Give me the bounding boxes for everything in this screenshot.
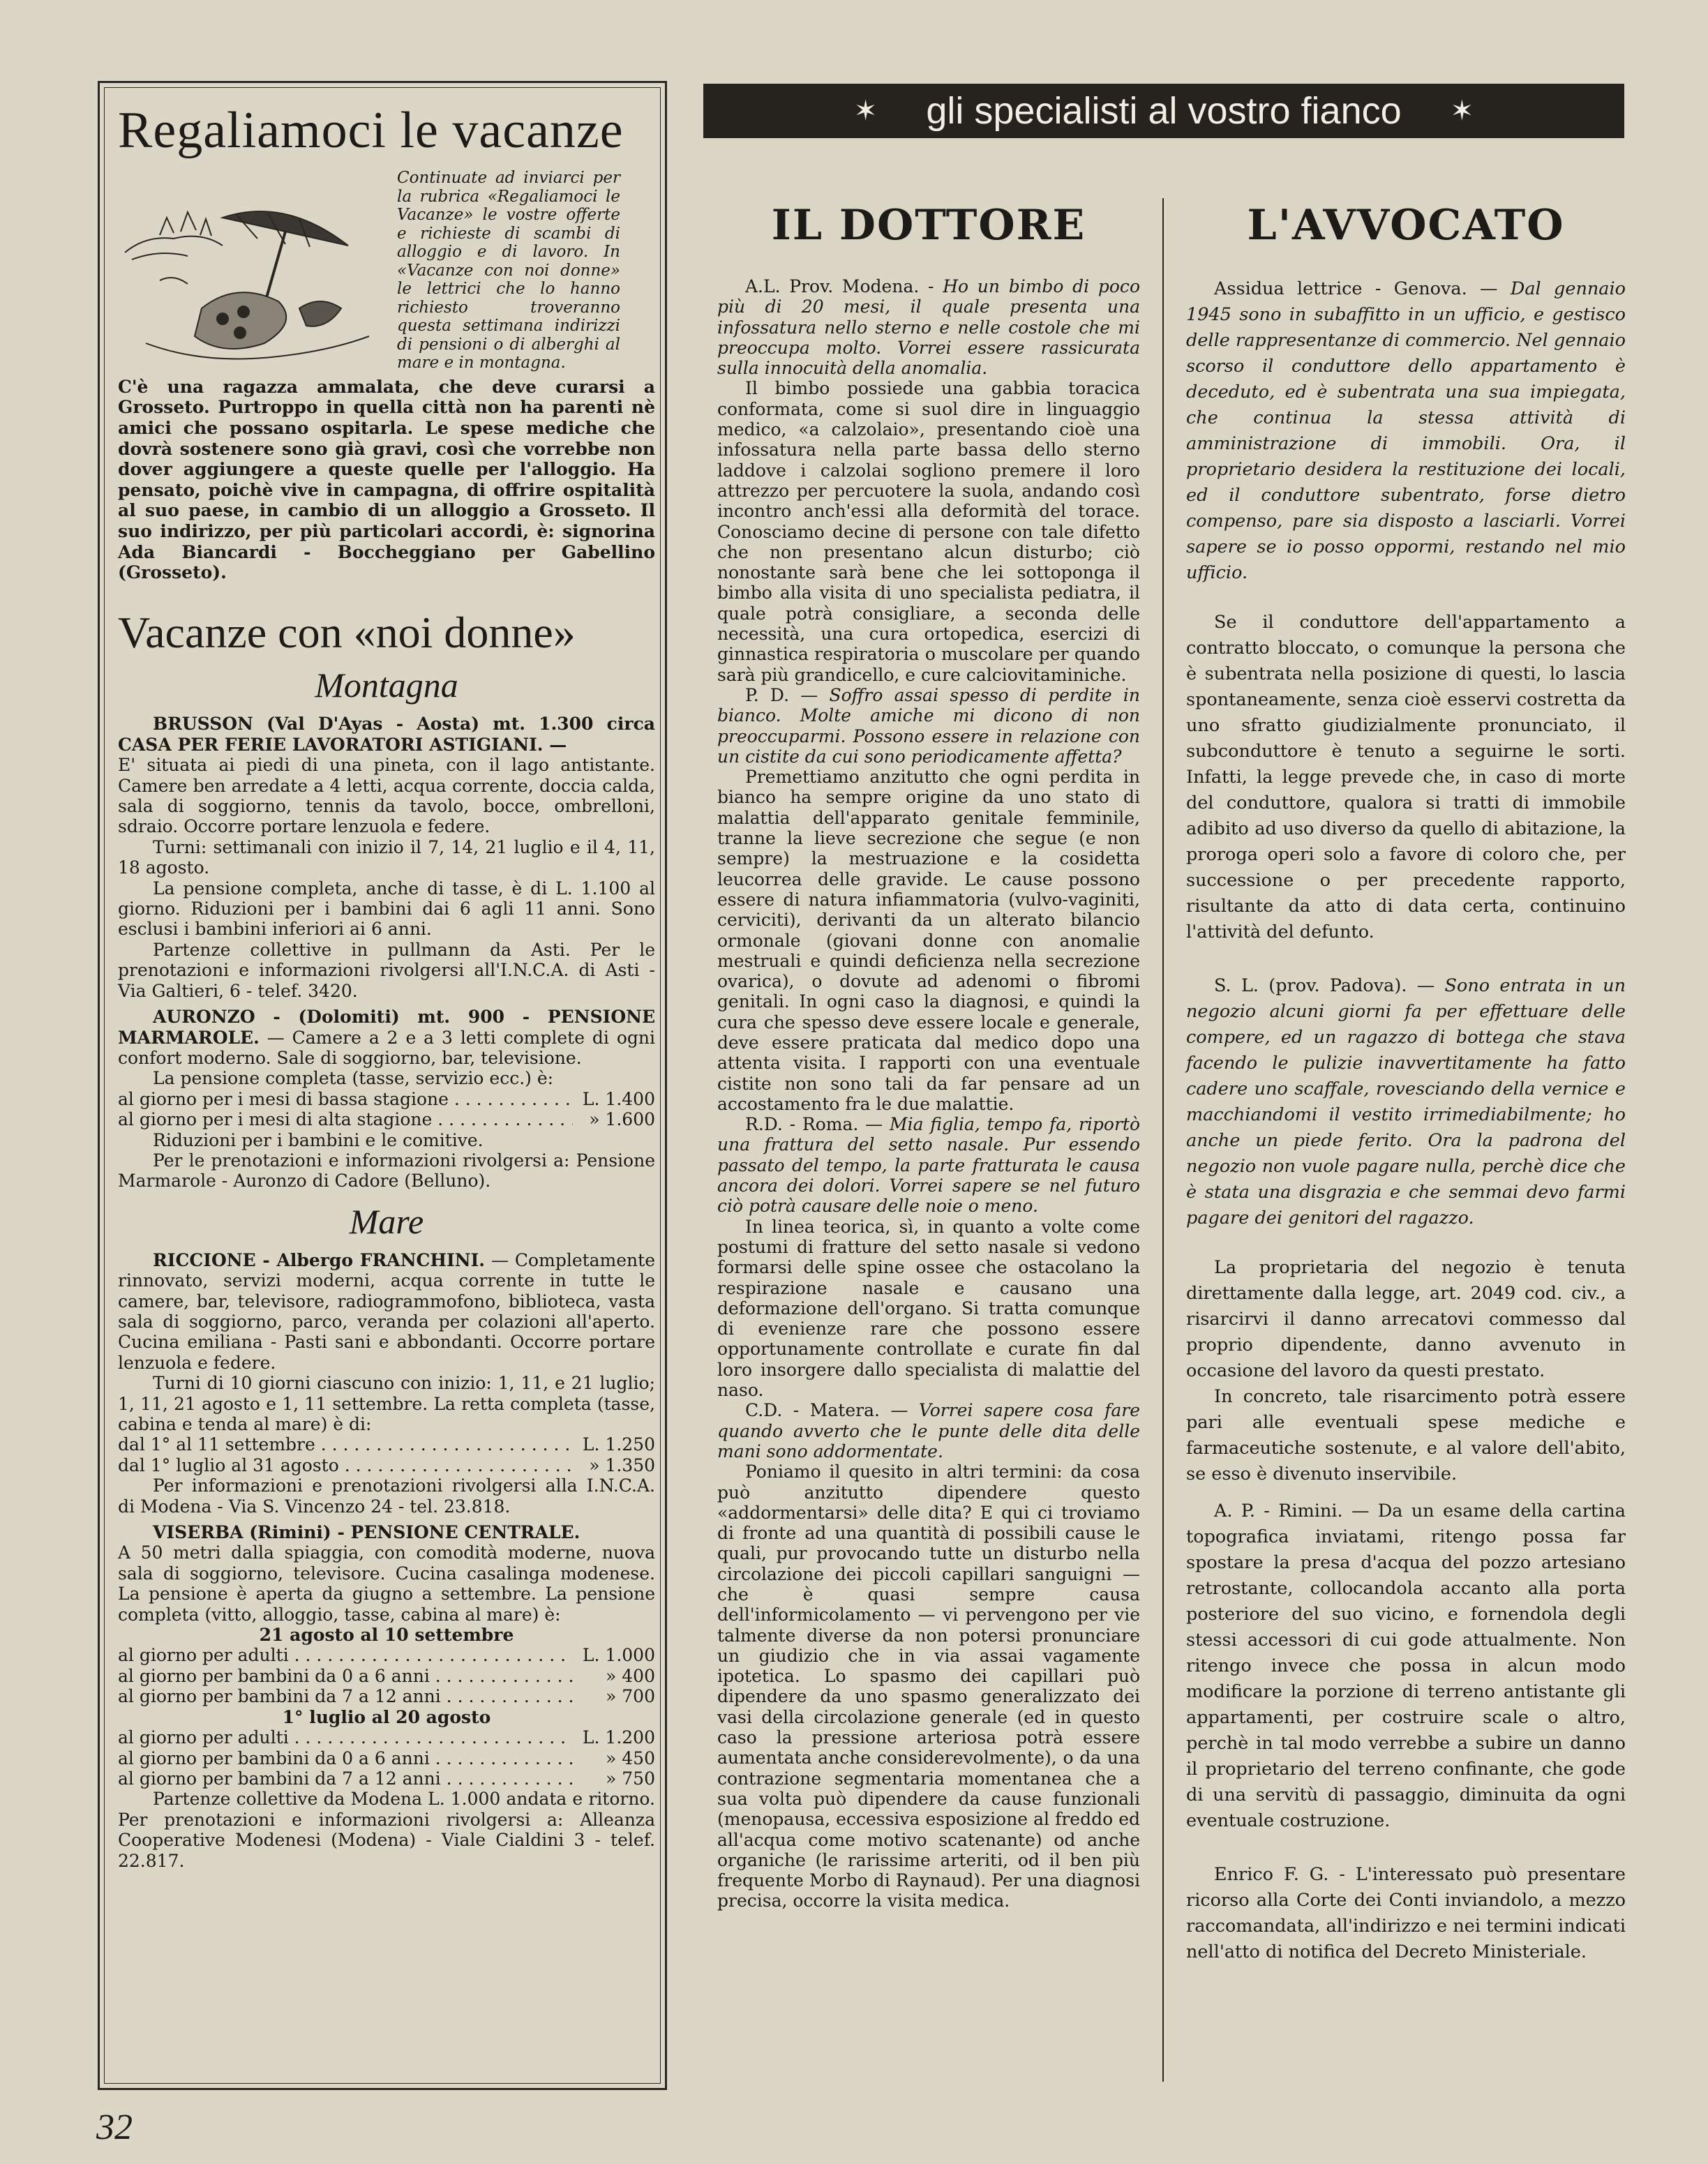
price-row: al giorno per bambini da 7 a 12 anni . . . » 750 bbox=[118, 1768, 655, 1789]
viserba-description: A 50 metri dalla spiaggia, con comodità moderne, nuova sala di soggiorno, televisore. Cucina casalinga modenese. La pensione è aperta da giugno a settembre. La pensione completa (vitto, alloggio, tasse, cabina al mare) è: bbox=[118, 1542, 655, 1625]
answer: Se il conduttore dell'appartamento a contratto bloccato, o comunque la persona che è subentrata nella posizione di questi, lo lascia spontaneamente, senza cioè esservi costretta da uno sfratto giudizialmente pronunciato, il subconduttore è tenuto a seguirne le sorti. Infatti, la legge prevede che, in caso di morte del conduttore, qualora si tratti di immobile adibito ad uso diverso da quello di abitazione, la proroga operi solo a favore di coloro che, per successione o per precedente rapporto, risultante da atto di data certa, continuino l'attività del defunto. bbox=[1186, 612, 1626, 942]
auronzo-entry: AURONZO - (Dolomiti) mt. 900 - PENSIONE MARMAROLE. — Camere a 2 e a 3 letti complete di ogni confort moderno. Sale di soggiorno, bar, televisione. bbox=[118, 1007, 655, 1068]
avvocato-column bbox=[1186, 188, 1626, 1965]
price-row: dal 1° luglio al 31 agosto . . . » 1.350 bbox=[118, 1455, 655, 1475]
auronzo-info: Per le prenotazioni e informazioni rivolgersi a: Pensione Marmarole - Auronzo di Cadore (Belluno). bbox=[118, 1150, 655, 1192]
price-row: al giorno per bambini da 0 a 6 anni . . . » 450 bbox=[118, 1748, 655, 1768]
price-row: al giorno per bambini da 0 a 6 anni . . . » 400 bbox=[118, 1666, 655, 1686]
rubric-title: Regaliamoci le vacanze bbox=[118, 102, 624, 159]
viserba-period-1: 21 agosto al 10 settembre bbox=[259, 1625, 514, 1646]
brusson-description: E' situata ai piedi di una pineta, con il lago antistante. Camere ben arredate a 4 letti, acqua corrente, doccia calda, sala di soggiorno, tennis da tavolo, bocce, ombrelloni, sdraio. Occorre portare lenzuola e federe. bbox=[118, 755, 655, 837]
answer: Premettiamo anzitutto che ogni perdita in bianco ha sempre origine da uno stato di malattia dell'apparato genitale femminile, tranne la lieve secrezione che segue (e non sempre) la mestruazione e la cosidetta leucorrea delle gravide. Le cause possono essere di natura infiammatoria (vulvo-vaginiti, cerviciti), derivanti da un alterato bilancio ormonale (giovani donne con anomalie mestruali e quindi deficienza nella secrezione ovarica), o dovute ad adenomi o fibromi genitali. In ogni caso la diagnosi, e quindi la cura che spesso deve essere locale e generale, deve essere praticata dal medico dopo una attenta visita. I rapporti con una eventuale cistite non sono tali da far pensare ad un accostamento fra le due malattie. bbox=[717, 767, 1140, 1114]
question: Assidua lettrice - Genova. — Dal gennaio 1945 sono in subaffitto in un ufficio, e gestisco delle rappresentanze di commercio. Nel gennaio scorso il conduttore dello appartamento è deceduto, ed è subentrata una sua impiegata, che continua la stessa attività di amministrazione di immobili. Ora, il proprietario desidera la restituzione dei locali, ed il conduttore subentrato, forse dietro compenso, pare sia disposto a lasciarli. Vorrei sapere se io posso oppormi, restando nel mio ufficio. bbox=[1186, 278, 1626, 583]
answer: In linea teorica, sì, in quanto a volte come postumi di fratture del setto nasale si vedono formarsi delle spine ossee che ostacolano la respirazione nasale e causano una deformazione dell'organo. Si tratta comunque di evenienze rare che possono essere opportunamente controllate e curate fin dal loro insorgere dallo specialista di malattie del naso. bbox=[717, 1216, 1140, 1401]
subsection-mare: Mare bbox=[349, 1201, 424, 1241]
auronzo-riduzioni: Riduzioni per i bambini e le comitive. bbox=[153, 1129, 484, 1150]
answer: Poniamo il quesito in altri termini: da cosa può anzitutto dipendere questo «addormentarsi» delle dita? E qui ci troviamo di fronte ad una quantità di possibili cause le quali, pur provocando tutte un disturbo nella circolazione dei piccoli capillari sanguigni — che è quasi sempre causa dell'informicolamento — vi pervengono per vie talmente diverse da non potersi pronunciare un giudizio che in via assai vagamente ipotetica. Lo spasmo dei capillari può dipendere da uno spasmo generalizzato dei vasi della circolazione generale (ed in questo caso la pressione arteriosa potrà essere aumentata anche considerevolmente), o da una contrazione segmentaria momentanea che a sua volta può dipendere da cause funzionali (menopausa, eccessiva esposizione al freddo ed all'acqua come motivo scatenante) od anche organiche (le rarissime arteriti, od il ben più frequente Morbo di Raynaud). Per una diagnosi precisa, occorre la visita medica. bbox=[717, 1462, 1140, 1911]
question: R.D. - Roma. — Mia figlia, tempo fa, riportò una frattura del setto nasale. Pur essendo passato del tempo, la parte fratturata le causa ancora dei dolori. Vorrei sapere se nel futuro ciò potrà causare delle noie o meno. bbox=[717, 1114, 1140, 1217]
star-icon: ✶ bbox=[853, 96, 878, 126]
column-divider bbox=[1162, 198, 1164, 2082]
price-row: al giorno per bambini da 7 a 12 anni . . . » 700 bbox=[118, 1686, 655, 1706]
specialists-banner bbox=[703, 84, 1624, 138]
riccione-entry: RICCIONE - Albergo FRANCHINI. — Completamente rinnovato, servizi moderni, acqua corrente in tutte le camere, bar, televisore, radiogrammofono, biblioteca, vasta sala di soggiorno, parco, veranda per colazioni all'aperto. Cucina emiliana - Pasti sani e abbondanti. Occorre portare lenzuola e federe. bbox=[118, 1249, 656, 1373]
auronzo-pensione: La pensione completa (tasse, servizio ecc.) è: bbox=[153, 1068, 554, 1089]
viserba-heading: VISERBA (Rimini) - PENSIONE CENTRALE. bbox=[153, 1522, 580, 1543]
answer: Il bimbo possiede una gabbia toracica conformata, come si suol dire in linguaggio medico, «a calzolaio», presentando cioè una infossatura nella parte bassa dello sterno laddove i calzolai sogliono premere il loro attrezzo per percuotere la suola, andando così incontro anch'essi alla deformità del torace. Conosciamo decine di persone con tale difetto che non presentano alcun disturbo; ciò nonostante sarà bene che lei sottoponga il bimbo alla visita di uno specialista pediatra, il quale potrà consigliare, a seconda delle necessità, una cura ortopedica, esercizi di ginnastica respiratoria o muscolare per quando sarà più grandicello, e cure calciovitaminiche. bbox=[717, 378, 1140, 685]
price-row: al giorno per i mesi di bassa stagione . . . L. 1.400 bbox=[118, 1089, 655, 1109]
question: P. D. — Soffro assai spesso di perdite in bianco. Molte amiche mi dicono di non preoccuparmi. Possono essere in relazione con un cistite da cui sono periodicamente affetta? bbox=[717, 684, 1140, 767]
answer: In concreto, tale risarcimento potrà essere pari alle eventuali spese mediche e farmaceutiche sostenute, e al valore dell'abito, se esso è divenuto inservibile. bbox=[1186, 1386, 1626, 1485]
viserba-period-2: 1° luglio al 20 agosto bbox=[282, 1706, 491, 1727]
brusson-heading: BRUSSON (Val D'Ayas - Aosta) mt. 1.300 circa CASA PER FERIE LAVORATORI ASTIGIANI. — bbox=[118, 714, 655, 755]
beach-umbrella-illustration bbox=[118, 169, 390, 371]
riccione-info: Per informazioni e prenotazioni rivolgersi alla I.N.C.A. di Modena - Via S. Vincenzo 24 - tel. 23.818. bbox=[118, 1475, 655, 1517]
banner-title: gli specialisti al vostro fianco bbox=[926, 90, 1402, 132]
answer: La proprietaria del negozio è tenuta direttamente dalla legge, art. 2049 cod. civ., a risarcirvi il danno arrecatovi commesso dal proprio dipendente, danno avvenuto in occasione del lavoro da questi prestato. bbox=[1186, 1257, 1626, 1381]
price-row: dal 1° al 11 settembre . . . L. 1.250 bbox=[118, 1434, 655, 1455]
question: A.L. Prov. Modena. - Ho un bimbo di poco più di 20 mesi, il quale presenta una infossatura nello sterno e nelle costole che mi preoccupa molto. Vorrei essere rassicurata sulla innocuità della anomalia. bbox=[717, 276, 1140, 379]
viserba-info: Partenze collettive da Modena L. 1.000 andata e ritorno. Per prenotazioni e informazioni rivolgersi a: Alleanza Cooperative Modenesi (Modena) - Viale Cialdini 3 - telef. 22.817. bbox=[118, 1789, 655, 1871]
brusson-turni: Turni: settimanali con inizio il 7, 14, 21 luglio e il 4, 11, 18 agosto. bbox=[118, 836, 655, 878]
question: C.D. - Matera. — Vorrei sapere cosa fare quando avverto che le punte delle dita delle mani sono addormentate. bbox=[717, 1400, 1141, 1462]
page-number: 32 bbox=[96, 2107, 133, 2147]
price-row: al giorno per adulti . . . L. 1.000 bbox=[118, 1645, 655, 1665]
dottore-title: IL DOTTORE bbox=[771, 201, 1086, 250]
riccione-turni: Turni di 10 giorni ciascuno con inizio: 1, 11, e 21 luglio; 1, 11, 21 agosto e 1, 11 settembre. La retta completa (tasse, cabina e tenda al mare) è di: bbox=[118, 1373, 655, 1435]
star-icon: ✶ bbox=[1450, 96, 1474, 126]
brusson-pensione: La pensione completa, anche di tasse, è di L. 1.100 al giorno. Riduzioni per i bambini dai 6 agli 11 anni. Sono esclusi i bambini inferiori ai 6 anni. bbox=[118, 878, 655, 940]
answer: Enrico F. G. - L'interessato può presentare ricorso alla Corte dei Conti inviandolo, a mezzo raccomandata, all'indirizzo e nei termini indicati nell'atto di notifica del Decreto Ministeriale. bbox=[1186, 1864, 1626, 1962]
rubric-intro: Continuate ad inviarci per la rubrica «Regaliamoci le Vacanze» le vostre offerte e richieste di scambi di alloggio e di lavoro. In «Vacanze con noi donne» le lettrici che lo hanno richiesto troveranno questa settimana indirizzi di pensioni o di alberghi al mare e in montagna. bbox=[397, 169, 620, 373]
avvocato-title: L'AVVOCATO bbox=[1247, 201, 1565, 250]
vacanze-box bbox=[98, 81, 667, 2090]
dottore-column bbox=[717, 188, 1140, 1911]
brusson-partenze: Partenze collettive in pullmann da Asti. Per le prenotazioni e informazioni rivolgersi all'I.N.C.A. di Asti - Via Galtieri, 6 - telef. 3420. bbox=[118, 939, 655, 1001]
section-title: Vacanze con «noi donne» bbox=[118, 607, 576, 657]
reader-request: C'è una ragazza ammalata, che deve curarsi a Grosseto. Purtroppo in quella città non ha parenti nè amici che possano ospitarla. Le spese mediche che dovrà sostenere sono già gravi, così che vorrebbe non dover aggiungere a queste quelle per l'alloggio. Ha pensato, poichè vive in campagna, di offrire ospitalità al suo paese, in cambio di un alloggio a Grosseto. Il suo indirizzo, per più particolari accordi, è: signorina Ada Biancardi - Boccheggiano per Gabellino (Grosseto). bbox=[118, 376, 655, 583]
subsection-montagna: Montagna bbox=[315, 666, 458, 705]
price-row: al giorno per i mesi di alta stagione . . . » 1.600 bbox=[118, 1109, 655, 1129]
question: S. L. (prov. Padova). — Sono entrata in un negozio alcuni giorni fa per effettuare delle compere, ed un ragazzo di bottega che stava facendo le pulizie inavvertitamente ha fatto cadere uno scaffale, rovesciando della vernice e macchiandomi il vestito irrimediabilmente; ho anche un piede ferito. Ora la padrona del negozio non vuole pagare nulla, perchè dice che è stata una disgrazia e che semmai devo farmi pagare dei genitori del ragazzo. bbox=[1186, 975, 1626, 1228]
answer: A. P. - Rimini. — Da un esame della cartina topografica inviatami, ritengo possa far spostare la presa d'acqua del pozzo artesiano retrostante, collocandola accanto alla porta posteriore del suo vicino, e fornendola degli stessi accessori di cui gode attualmente. Non ritengo invece che possa in alcun modo modificare la porzione di terreno antistante gli appartamenti, per costruire scale o altro, perchè in tal modo verrebbe a subire un danno il proprietario del terreno confinante, che gode di una servitù di passaggio, diminuita da ogni eventuale costruzione. bbox=[1186, 1501, 1626, 1831]
price-row: al giorno per adulti . . . L. 1.200 bbox=[118, 1727, 655, 1748]
